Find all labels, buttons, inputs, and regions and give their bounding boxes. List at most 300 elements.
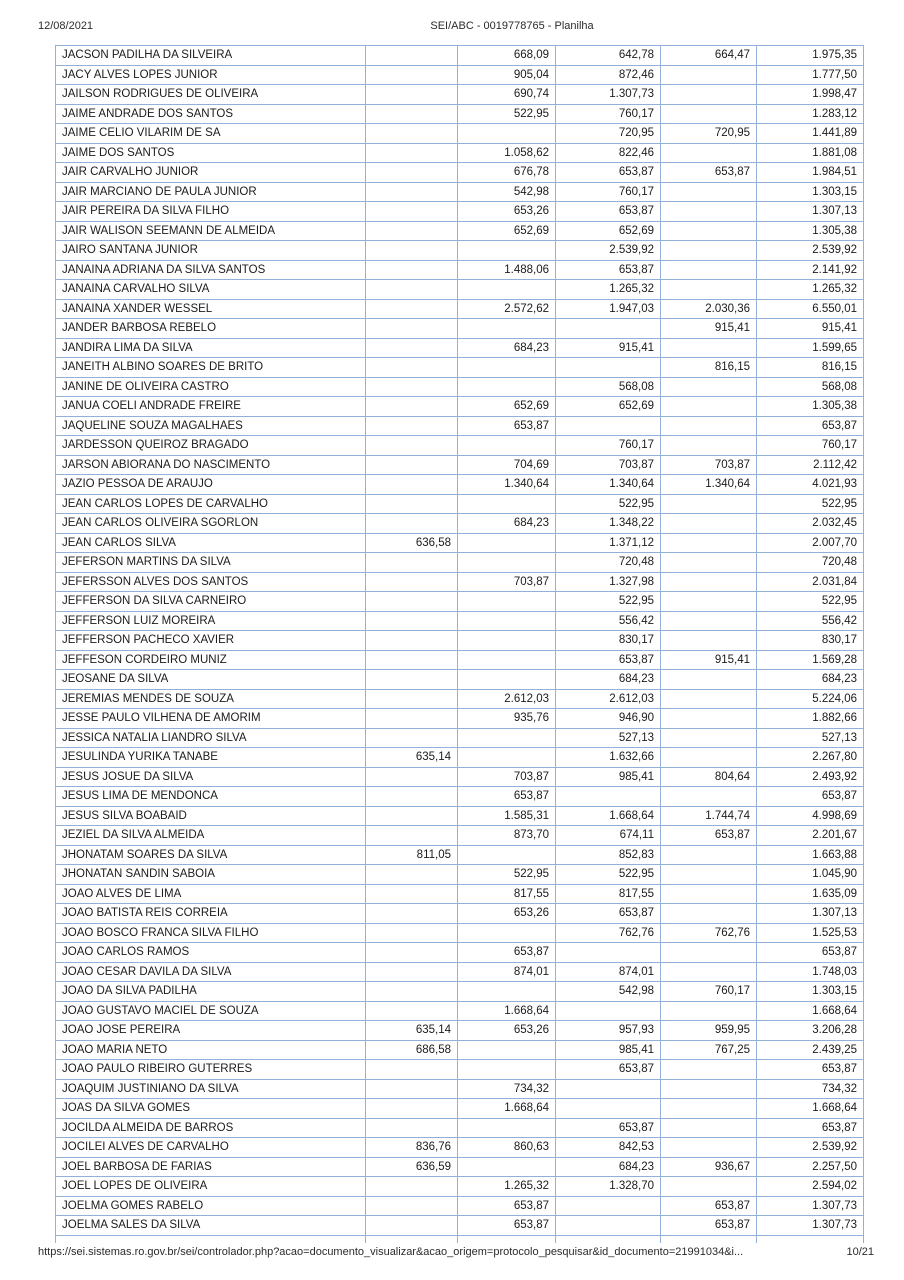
cell-value: 653,87 [458,787,556,807]
cell-name: JEFERSON MARTINS DA SILVA [56,553,366,573]
cell-value [661,494,757,514]
cell-value [366,46,458,66]
cell-value: 1.371,12 [556,533,661,553]
cell-value: 653,87 [757,943,864,963]
table-row [56,455,864,475]
cell-value: 703,87 [661,455,757,475]
cell-value: 668,09 [458,46,556,66]
cell-value: 1.663,88 [757,845,864,865]
cell-name: JEFFERSON LUIZ MOREIRA [56,611,366,631]
cell-value: 704,69 [458,455,556,475]
cell-name: JAIR PEREIRA DA SILVA FILHO [56,202,366,222]
cell-value [366,553,458,573]
cell-name: JEAN CARLOS SILVA [56,533,366,553]
cell-name: JOAO BOSCO FRANCA SILVA FILHO [56,923,366,943]
cell-value: 653,87 [757,1118,864,1138]
cell-value [366,85,458,105]
cell-value [366,982,458,1002]
cell-name: JARSON ABIORANA DO NASCIMENTO [56,455,366,475]
cell-value [458,553,556,573]
cell-name: JESUS SILVA BOABAID [56,806,366,826]
cell-value: 653,87 [757,787,864,807]
table-row [56,982,864,1002]
table-row [56,494,864,514]
cell-name: JESSE PAULO VILHENA DE AMORIM [56,709,366,729]
cell-value: 1.305,38 [757,221,864,241]
payments-table [55,45,864,1243]
table-row [56,377,864,397]
cell-value [556,1001,661,1021]
cell-value: 1.668,64 [757,1099,864,1119]
cell-value [458,241,556,261]
cell-name: JARDESSON QUEIROZ BRAGADO [56,436,366,456]
cell-value: 734,32 [757,1079,864,1099]
cell-value: 1.340,64 [556,475,661,495]
cell-value [366,1060,458,1080]
cell-value: 2.612,03 [458,689,556,709]
cell-value: 653,87 [556,202,661,222]
cell-value [366,65,458,85]
cell-value: 1.265,32 [757,280,864,300]
cell-value [661,884,757,904]
cell-value: 1.307,73 [556,85,661,105]
cell-value: 653,87 [661,163,757,183]
cell-value [366,709,458,729]
cell-value [458,319,556,339]
cell-value [661,1079,757,1099]
cell-value: 2.030,36 [661,299,757,319]
table-row [56,124,864,144]
cell-value: 985,41 [556,767,661,787]
cell-value [661,611,757,631]
cell-value [366,923,458,943]
cell-value: 2.572,62 [458,299,556,319]
cell-value [458,358,556,378]
cell-value [366,1099,458,1119]
cell-name: JANAINA XANDER WESSEL [56,299,366,319]
cell-value: 762,76 [556,923,661,943]
cell-value [556,1196,661,1216]
cell-value: 767,25 [661,1040,757,1060]
cell-value: 1.668,64 [556,806,661,826]
cell-value [661,1177,757,1197]
cell-name: JANUA COELI ANDRADE FREIRE [56,397,366,417]
cell-value: 1.340,64 [661,475,757,495]
cell-value: 2.201,67 [757,826,864,846]
cell-value: 874,01 [458,962,556,982]
cell-value: 1.340,64 [458,475,556,495]
table-row [56,650,864,670]
cell-name: JAIR MARCIANO DE PAULA JUNIOR [56,182,366,202]
cell-value [661,436,757,456]
cell-value [556,787,661,807]
cell-value [661,962,757,982]
cell-value: 830,17 [757,631,864,651]
cell-value [366,104,458,124]
table-row [56,416,864,436]
cell-value [458,728,556,748]
cell-value [366,767,458,787]
cell-value: 3.206,28 [757,1021,864,1041]
table-row [56,1216,864,1236]
cell-value: 2.539,92 [757,241,864,261]
cell-value: 653,26 [458,904,556,924]
cell-value [661,865,757,885]
cell-value: 1.984,51 [757,163,864,183]
cell-value: 1.748,03 [757,962,864,982]
cell-value: 5.224,06 [757,689,864,709]
cell-value: 676,78 [458,163,556,183]
cell-name: JOAO PAULO RIBEIRO GUTERRES [56,1060,366,1080]
cell-value: 684,23 [556,1157,661,1177]
cell-name: JEREMIAS MENDES DE SOUZA [56,689,366,709]
cell-name: JEZIEL DA SILVA ALMEIDA [56,826,366,846]
cell-name: JOAO ALVES DE LIMA [56,884,366,904]
table-row [56,631,864,651]
cell-value: 1.668,64 [458,1001,556,1021]
cell-name: JAIME CELIO VILARIM DE SA [56,124,366,144]
cell-value: 1.975,35 [757,46,864,66]
print-footer-page-number: 10/21 [846,1246,874,1258]
cell-value [366,221,458,241]
cell-value [556,943,661,963]
cell-value: 556,42 [757,611,864,631]
cell-name: JACSON PADILHA DA SILVEIRA [56,46,366,66]
cell-value: 2.257,50 [757,1157,864,1177]
cell-name: JOELMA SALES DA SILVA [56,1216,366,1236]
cell-value: 652,69 [556,397,661,417]
cell-value: 522,95 [757,494,864,514]
cell-value: 664,47 [661,46,757,66]
cell-value [661,221,757,241]
cell-value [366,124,458,144]
table-row [56,553,864,573]
cell-value: 568,08 [556,377,661,397]
cell-value [458,670,556,690]
cell-value: 527,13 [556,728,661,748]
cell-value: 1.998,47 [757,85,864,105]
cell-value: 1.305,38 [757,397,864,417]
cell-value [458,1060,556,1080]
cell-value [661,104,757,124]
cell-value [661,533,757,553]
cell-value: 720,95 [661,124,757,144]
cell-value [661,845,757,865]
cell-value [366,806,458,826]
table-row [56,1021,864,1041]
cell-value: 653,87 [757,1060,864,1080]
cell-name: JOAQUIM JUSTINIANO DA SILVA [56,1079,366,1099]
cell-value: 542,98 [458,182,556,202]
cell-value: 653,26 [458,1021,556,1041]
table-row [56,397,864,417]
cell-empty [757,1235,864,1243]
cell-value: 915,41 [661,650,757,670]
cell-value: 2.539,92 [757,1138,864,1158]
cell-name: JOCILEI ALVES DE CARVALHO [56,1138,366,1158]
cell-value: 556,42 [556,611,661,631]
table-row [56,436,864,456]
cell-name: JOAO CESAR DAVILA DA SILVA [56,962,366,982]
table-row [56,65,864,85]
cell-name: JHONATAM SOARES DA SILVA [56,845,366,865]
cell-name: JESUS JOSUE DA SILVA [56,767,366,787]
cell-value [366,241,458,261]
cell-value: 830,17 [556,631,661,651]
cell-value [366,962,458,982]
cell-value: 1.635,09 [757,884,864,904]
cell-value: 653,87 [556,904,661,924]
table-row [56,221,864,241]
cell-value: 2.032,45 [757,514,864,534]
cell-value [366,416,458,436]
cell-value: 652,69 [458,221,556,241]
cell-name: JAZIO PESSOA DE ARAUJO [56,475,366,495]
cell-value [366,143,458,163]
cell-empty [366,1235,458,1243]
cell-value: 760,17 [556,182,661,202]
table-row [56,182,864,202]
cell-name: JAIME ANDRADE DOS SANTOS [56,104,366,124]
cell-value [458,631,556,651]
table-row [56,728,864,748]
cell-value [366,494,458,514]
cell-value: 957,93 [556,1021,661,1041]
cell-value: 1.058,62 [458,143,556,163]
cell-value [661,182,757,202]
payments-table-body [56,46,864,1243]
table-row [56,163,864,183]
cell-value [366,884,458,904]
cell-value: 522,95 [556,865,661,885]
cell-value: 635,14 [366,748,458,768]
table-row [56,202,864,222]
table-row [56,787,864,807]
cell-value: 1.045,90 [757,865,864,885]
cell-value [458,923,556,943]
cell-value [661,1138,757,1158]
cell-value: 816,15 [661,358,757,378]
cell-value [661,631,757,651]
cell-value: 4.998,69 [757,806,864,826]
cell-value [661,904,757,924]
cell-value: 1.882,66 [757,709,864,729]
cell-name: JAQUELINE SOUZA MAGALHAES [56,416,366,436]
cell-value [458,436,556,456]
cell-value: 703,87 [556,455,661,475]
cell-value: 653,87 [458,1196,556,1216]
cell-name: JOAO CARLOS RAMOS [56,943,366,963]
cell-value: 2.031,84 [757,572,864,592]
cell-value [366,1196,458,1216]
cell-name: JEFFESON CORDEIRO MUNIZ [56,650,366,670]
table-row [56,358,864,378]
cell-value [366,1177,458,1197]
cell-name: JESULINDA YURIKA TANABE [56,748,366,768]
cell-value: 1.744,74 [661,806,757,826]
cell-value: 1.947,03 [556,299,661,319]
cell-value: 760,17 [556,104,661,124]
table-row [56,806,864,826]
table-row [56,1060,864,1080]
table-row [56,689,864,709]
cell-value [661,592,757,612]
cell-value: 872,46 [556,65,661,85]
cell-value [556,358,661,378]
cell-value: 2.539,92 [556,241,661,261]
cell-value: 568,08 [757,377,864,397]
cell-name: JESSICA NATALIA LIANDRO SILVA [56,728,366,748]
cell-value [366,611,458,631]
cell-value: 636,59 [366,1157,458,1177]
cell-value: 816,15 [757,358,864,378]
cell-value: 817,55 [458,884,556,904]
cell-value: 760,17 [757,436,864,456]
cell-value: 1.525,53 [757,923,864,943]
cell-value [661,1118,757,1138]
cell-value: 653,87 [556,650,661,670]
table-row [56,338,864,358]
cell-value: 653,87 [661,826,757,846]
cell-value [366,319,458,339]
cell-value [661,728,757,748]
cell-name: JEAN CARLOS LOPES DE CARVALHO [56,494,366,514]
table-row [56,904,864,924]
cell-value: 653,87 [661,1196,757,1216]
cell-empty [56,1235,366,1243]
cell-value [661,260,757,280]
cell-value [366,202,458,222]
cell-value: 720,95 [556,124,661,144]
cell-value: 653,87 [757,416,864,436]
table-row [56,260,864,280]
cell-empty [556,1235,661,1243]
cell-value: 653,87 [556,1060,661,1080]
cell-value: 686,58 [366,1040,458,1060]
cell-value: 703,87 [458,767,556,787]
cell-name: JEFFERSON PACHECO XAVIER [56,631,366,651]
cell-value: 1.327,98 [556,572,661,592]
cell-value: 915,41 [661,319,757,339]
cell-value [366,904,458,924]
cell-value [366,592,458,612]
table-row [56,767,864,787]
cell-value: 1.307,13 [757,904,864,924]
cell-value [458,377,556,397]
cell-name: JOAO DA SILVA PADILHA [56,982,366,1002]
cell-value [458,533,556,553]
table-row [56,865,864,885]
cell-value: 762,76 [661,923,757,943]
cell-value [661,202,757,222]
cell-value: 2.007,70 [757,533,864,553]
cell-value: 1.307,73 [757,1196,864,1216]
cell-value: 720,48 [556,553,661,573]
cell-value: 836,76 [366,1138,458,1158]
cell-value: 1.307,13 [757,202,864,222]
cell-value: 734,32 [458,1079,556,1099]
cell-name: JOELMA GOMES RABELO [56,1196,366,1216]
cell-value [556,1079,661,1099]
cell-value [661,943,757,963]
cell-value [458,494,556,514]
cell-value [661,280,757,300]
cell-value [661,709,757,729]
cell-value: 522,95 [556,592,661,612]
cell-value [661,1001,757,1021]
table-row [56,1157,864,1177]
cell-value: 946,90 [556,709,661,729]
cell-value: 2.594,02 [757,1177,864,1197]
cell-name: JACY ALVES LOPES JUNIOR [56,65,366,85]
cell-value [366,1216,458,1236]
cell-value [366,377,458,397]
cell-name: JOAS DA SILVA GOMES [56,1099,366,1119]
table-row [56,533,864,553]
table-row [56,280,864,300]
cell-value: 6.550,01 [757,299,864,319]
cell-value: 653,87 [556,1118,661,1138]
cell-value [556,1099,661,1119]
cell-value: 1.599,65 [757,338,864,358]
cell-value: 2.439,25 [757,1040,864,1060]
cell-value: 804,64 [661,767,757,787]
cell-value [458,1157,556,1177]
cell-value: 760,17 [556,436,661,456]
table-row [56,962,864,982]
cell-value [366,865,458,885]
table-row [56,299,864,319]
cell-value: 2.493,92 [757,767,864,787]
table-row [56,514,864,534]
cell-value: 1.303,15 [757,182,864,202]
cell-value: 642,78 [556,46,661,66]
cell-value: 653,87 [458,943,556,963]
table-row [56,143,864,163]
table-row [56,85,864,105]
cell-value: 1.488,06 [458,260,556,280]
cell-value: 860,63 [458,1138,556,1158]
cell-value: 1.668,64 [458,1099,556,1119]
cell-value: 1.283,12 [757,104,864,124]
cell-value: 1.881,08 [757,143,864,163]
cell-value [458,280,556,300]
cell-value: 522,95 [458,104,556,124]
cell-name: JOEL LOPES DE OLIVEIRA [56,1177,366,1197]
cell-value [661,143,757,163]
table-row [56,748,864,768]
cell-value: 684,23 [757,670,864,690]
cell-value: 674,11 [556,826,661,846]
cell-name: JAIR CARVALHO JUNIOR [56,163,366,183]
cell-value: 653,87 [556,163,661,183]
cell-value: 522,95 [458,865,556,885]
table-row [56,709,864,729]
cell-value [458,592,556,612]
cell-value [366,670,458,690]
cell-value [366,787,458,807]
table-row [56,611,864,631]
table-row [56,572,864,592]
table-row [56,475,864,495]
cell-value [661,397,757,417]
cell-value [661,241,757,261]
table-row [56,884,864,904]
cell-value: 1.265,32 [556,280,661,300]
cell-value: 842,53 [556,1138,661,1158]
cell-value: 2.612,03 [556,689,661,709]
cell-value: 720,48 [757,553,864,573]
